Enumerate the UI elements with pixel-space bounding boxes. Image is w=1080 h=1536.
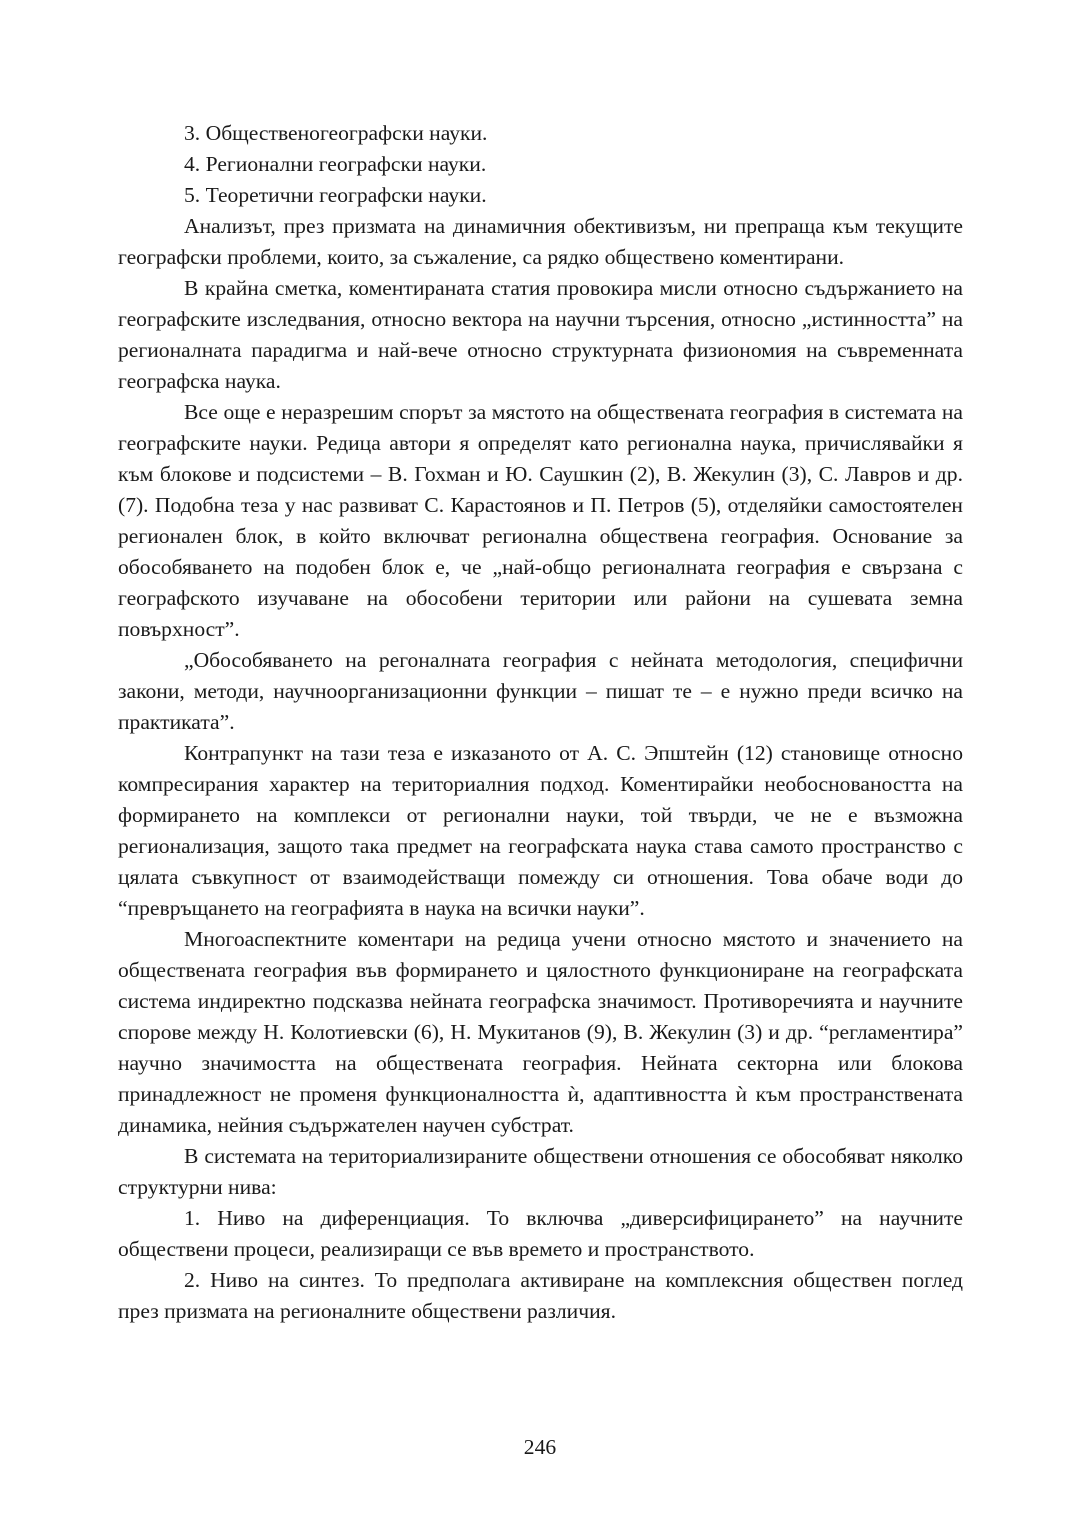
paragraph: 2. Ниво на синтез. То предполага активиране на комплексния обществен поглед през призмата на регионалните обществени различия. — [118, 1268, 963, 1323]
paragraph: Все още е неразрешим спорът за мястото на обществената география в системата на географските науки. Редица автори я определят като регионална наука, причислявайки я към блокове и подсистеми – В. Гохман и Ю. Саушкин (2), В. Жекулин (3), С. Лавров и др. (7). Подобна теза у нас развиват С. Карастоянов и П. Петров (5), отделяйки самостоятелен регионален блок, в който включват регионална обществена география. Основание за обособяването на подобен блок е, че „най-общо регионалната география е свързана с географското изучаване на обособени територии или райони на сушевата земна повърхност”. — [118, 400, 963, 641]
paragraph: Контрапункт на тази теза е изказаното от А. С. Эпштейн (12) становище относно компресирания характер на териториалния подход. Коментирайки необосноваността на формирането на комплекси от регионални науки, той твърди, че не е възможна регионализация, защото така предмет на географската наука става самото пространство с цялата съвкупност от взаимодействащи помежду си отношения. Това обаче води до “превръщането на географията в наука на всички науки”. — [118, 741, 963, 920]
list-item-theoretical-geography: 5. Теоретични географски науки. — [184, 183, 487, 207]
paragraph: Многоаспектните коментари на редица учени относно мястото и значението на обществената география във формирането и цялостното функциониране на географската система индиректно подсказва нейната географска значимост. Противоречията и научните спорове между Н. Колотиевски (6), Н. Мукитанов (9), В. Жекулин (3) и др. “регламентира” научно значимостта на обществената география. Нейната секторна или блокова принадлежност не променя функционалността ѝ, адаптивността ѝ към пространствената динамика, нейния съдържателен научен субстрат. — [118, 927, 963, 1137]
paragraph: В крайна сметка, коментираната статия провокира мисли относно съдържанието на географските изследвания, относно вектора на научни търсения, относно „истинността” на регионалната парадигма и най-вече относно структурната физиономия на съвременната географска наука. — [118, 276, 963, 393]
paragraph: 1. Ниво на диференциация. То включва „диверсифицирането” на научните обществени процеси, реализиращи се във времето и пространството. — [118, 1206, 963, 1261]
paragraph: Анализът, през призмата на динамичния обективизъм, ни препраща към текущите географски проблеми, които, за съжаление, са рядко обществено коментирани. — [118, 214, 963, 269]
paragraph: „Обособяването на регоналната география с нейната методология, специфични закони, методи, научноорганизационни функции – пишат те – е нужно преди всичко на практиката”. — [118, 648, 963, 734]
list-item-regional-geography: 4. Регионални географски науки. — [184, 152, 487, 176]
body-text — [118, 118, 963, 1327]
paragraph: В системата на териториализираните обществени отношения се обособяват няколко структурни нива: — [118, 1144, 963, 1199]
page-number: 246 — [523, 1435, 557, 1459]
list-item-social-geography: 3. Общественогеографски науки. — [184, 121, 488, 145]
